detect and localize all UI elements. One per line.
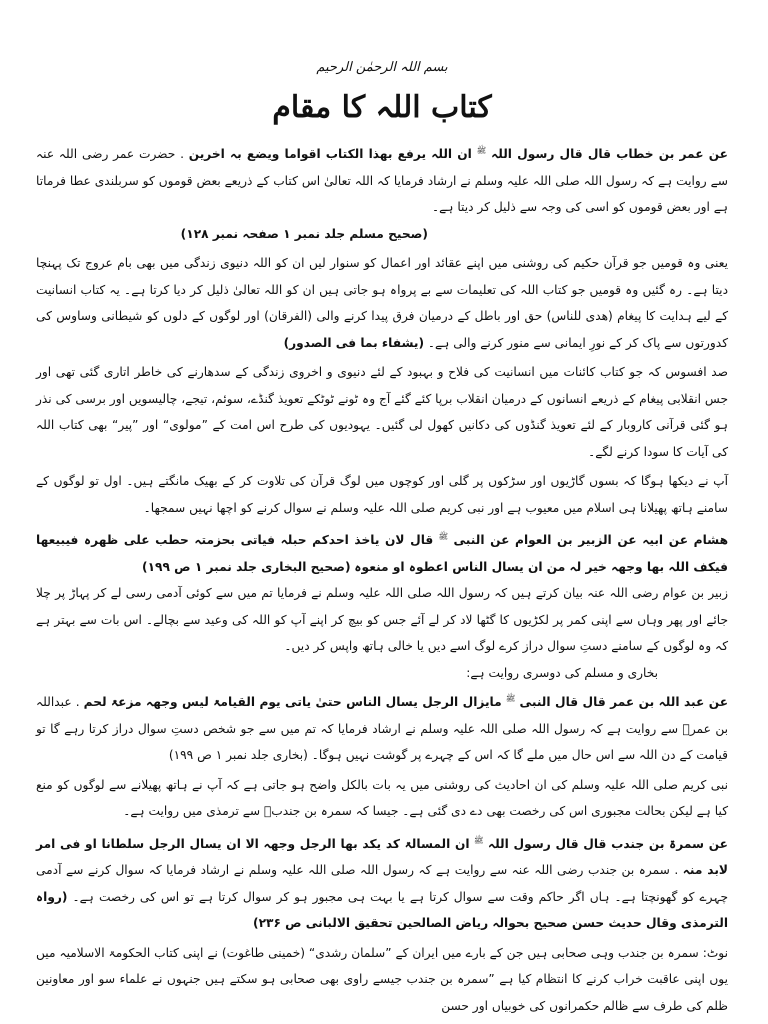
salla-mark: ﷺ <box>438 532 449 542</box>
hadith-1-translation: . حضرت عمر رضی اللہ عنہ سے روایت ہے کہ رسول اللہ صلی اللہ علیہ وسلم نے ارشاد فرمایا کہ اللہ تعالیٰ اس کتاب کے ذریعے بعض قوموں کو سربلندی عطا فرماتا ہے اور بعض قوموں کو اسی کی وجہ سے ذلیل کر دیتا ہے۔ <box>36 147 728 215</box>
hadith-3-reference: (بخاری جلد نمبر ۱ ص ۱۹۹) <box>168 748 308 763</box>
salla-mark: ﷺ <box>473 835 484 845</box>
hadith-4-arabic: عن سمرۃ بن جندب قال قال رسول اللہ <box>487 836 729 851</box>
hadith-1-arabic: عن عمر بن خطاب قال قال رسول اللہ <box>491 147 728 162</box>
paragraph-1-arabic: (یشفاء بما فی الصدور) <box>283 335 425 350</box>
page-title: کتاب اللہ کا مقام <box>272 90 492 125</box>
hadith-3-arabic: عن عبد اللہ بن عمر قال قال النبی <box>519 695 729 710</box>
note-paragraph: نوٹ: سمرہ بن جندب وہی صحابی ہیں جن کے بارے میں ایران کے ”سلمان رشدی“ (خمینی طاغوت) نے اپنی کتاب الحکومۃ الاسلامیہ میں یوں اپنی عاقبت خراب کرنے کا انتظام کیا ہے ”سمرہ بن جندب جیسے راوی بھی صحابی ہو سکتے ہیں جنہوں نے علماء سو اور معاونین ظلم کی طرف سے ظالم حکمرانوں کی خوبیاں اور حسن <box>36 945 728 1013</box>
hadith-4-reference: (رواہ الترمذی وقال حدیث حسن صحیح بحوالہ ریاض الصالحین تحقیق الالبانی ص ۲۳۶) <box>36 889 728 931</box>
hadith-2-translation: زبیر بن عوام رضی اللہ عنہ بیان کرتے ہیں کہ رسول اللہ صلی اللہ علیہ وسلم نے فرمایا تم میں سے کوئی آدمی رسی لے کر پہاڑ پر چلا جائے اور پھر وہاں سے اپنی کمر پر لکڑیوں کا گٹھا لاد کر لے آئے جس کو بیچ کر اپنے آپ کو اللہ کی وعید سے بچالے۔ اس بات سے بہتر ہے کہ وہ لوگوں کے سامنے دستِ سوال دراز کرے لوگ اسے دیں یا خالی ہاتھ واپس کر دیں۔ <box>36 586 728 654</box>
hadith-3-arabic-2: مایزال الرجل یسال الناس حتیٰ یاتی یوم القیامۃ لیس وجھہ مزعۃ لحم <box>83 695 502 710</box>
hadith-4 <box>36 828 728 937</box>
hadith-2-arabic: ھشام عن ابیہ عن الزبیر بن العوام عن النبی <box>453 533 729 548</box>
paragraph-1-text: یعنی وہ قومیں جو قرآن حکیم کی روشنی میں اپنے عقائد اور اعمال کو سنوار لیں ان کو اللہ دنیوی زندگی میں بھی بام عروج تک پہنچا دیتا ہے۔ رہ گئیں وہ قومیں جو کتاب اللہ کی تعلیمات سے بے پرواہ ہو جاتی ہیں ان کو اللہ تعالیٰ ذلیل کر دیا کرتا ہے۔ یہ کتاب انسانیت کے لیے ہدایت کا پیغام (ھدی للناس) حق اور باطل کے درمیان فرق پیدا کرنے والی (الفرقان) اور لوگوں کے دلوں کو شیطانی وساوس کی کدورتوں سے پاک کر کے نورِ ایمانی سے منور کرنے والی ہے۔ <box>36 256 728 350</box>
hadith-3 <box>36 686 728 769</box>
hadith-1 <box>36 138 728 221</box>
hadith-1-arabic-2: ان اللہ یرفع بھذا الکتاب اقواما ویضع بہ اخرین <box>188 147 472 162</box>
hadith-4-translation: . سمرہ بن جندب رضی اللہ عنہ سے روایت ہے کہ رسول اللہ صلی اللہ علیہ وسلم نے ارشاد فرمایا کہ سوال کرنے سے آدمی چہرے کو گھونچتا ہے۔ ہاں اگر حاکم وقت سے سوال کرتا ہے یا بہت ہی مجبور ہو کر سوال کرتا ہے تو اس کی رخصت ہے۔ <box>36 863 729 904</box>
hadith-3-translation: . عبداللہ بن عمرؓ سے روایت ہے کہ رسول اللہ صلی اللہ علیہ وسلم نے ارشاد فرمایا کہ تم میں سے جو شخص دستِ سوال دراز کرتا رہے گا تو قیامت کے دن اللہ سے اس حال میں ملے گا کہ اس کے چہرے پر گوشت نہیں ہوگا۔ <box>36 695 728 763</box>
bismillah: بسم اللہ الرحمٰن الرحیم <box>316 60 448 75</box>
paragraph-2: صد افسوس کہ جو کتاب کائنات میں انسانیت کی فلاح و بہبود کے لئے دنیوی و اخروی زندگی کے سدھارنے کی خاطر اتاری گئی تھی اور جس انقلابی پیغام کے ذریعے انسانوں کے درمیان انقلاب برپا کئے گئے آج وہ ٹونے ٹوٹکے تعویذ گنڈے، سوئم، تیجے، چالیسویں اور برسی کی نذر ہو گئی قرآنی کاروبار کے لئے تعویذ گنڈوں کی دکانیں کھول لی گئیں۔ یہودیوں کی طرح اس امت کے ”مولوی“ اور ”پیر“ بھی کتاب اللہ کی آیات کا سودا کرنے لگے۔ <box>36 365 728 459</box>
hadith-4-arabic-2: ان المسالۃ کد یکد بھا الرجل وجھہ الا ان یسال الرجل سلطانا او فی امر لابد منہ <box>36 836 728 878</box>
paragraph-1 <box>36 250 728 356</box>
salla-mark: ﷺ <box>505 694 516 704</box>
hadith-2-reference: (صحیح البخاری جلد نمبر ۱ ص ۱۹۹) <box>142 559 351 574</box>
subheading: بخاری و مسلم کی دوسری روایت ہے: <box>466 665 658 680</box>
hadith-2-arabic-2: قال لان یاخذ احدکم حبلہ فیاتی بحزمتہ حطب علی ظھرہ فیبیعھا فیکف اللہ بھا وجھہ خیر لہ من ان یسال الناس اعطوہ او منعوہ <box>36 533 728 574</box>
paragraph-3: آپ نے دیکھا ہوگا کہ بسوں گاڑیوں اور سڑکوں پر گلی اور کوچوں میں لوگ قرآن کی تلاوت کر کے بھیک مانگتے ہیں۔ اول تو لوگوں کے سامنے ہاتھ پھیلانا ہی اسلام میں معیوب ہے اور نبی کریم صلی اللہ علیہ وسلم نے سوال کرنے کو اچھا نہیں سمجھا۔ <box>36 474 728 515</box>
hadith-1-reference: (صحیح مسلم جلد نمبر ۱ صفحہ نمبر ۱۲۸) <box>180 226 428 241</box>
hadith-2 <box>36 524 728 580</box>
salla-mark: ﷺ <box>476 146 487 155</box>
paragraph-4: نبی کریم صلی اللہ علیہ وسلم کی ان احادیث کی روشنی میں یہ بات بالکل واضح ہو جاتی ہے کہ آپ نے ہاتھ پھیلانے سے لوگوں کو منع کیا ہے لیکن بحالت مجبوری اس کی رخصت بھی دے دی گئی ہے۔ جیسا کہ سمرہ بن جندبؓ سے ترمذی میں روایت ہے۔ <box>36 777 728 819</box>
